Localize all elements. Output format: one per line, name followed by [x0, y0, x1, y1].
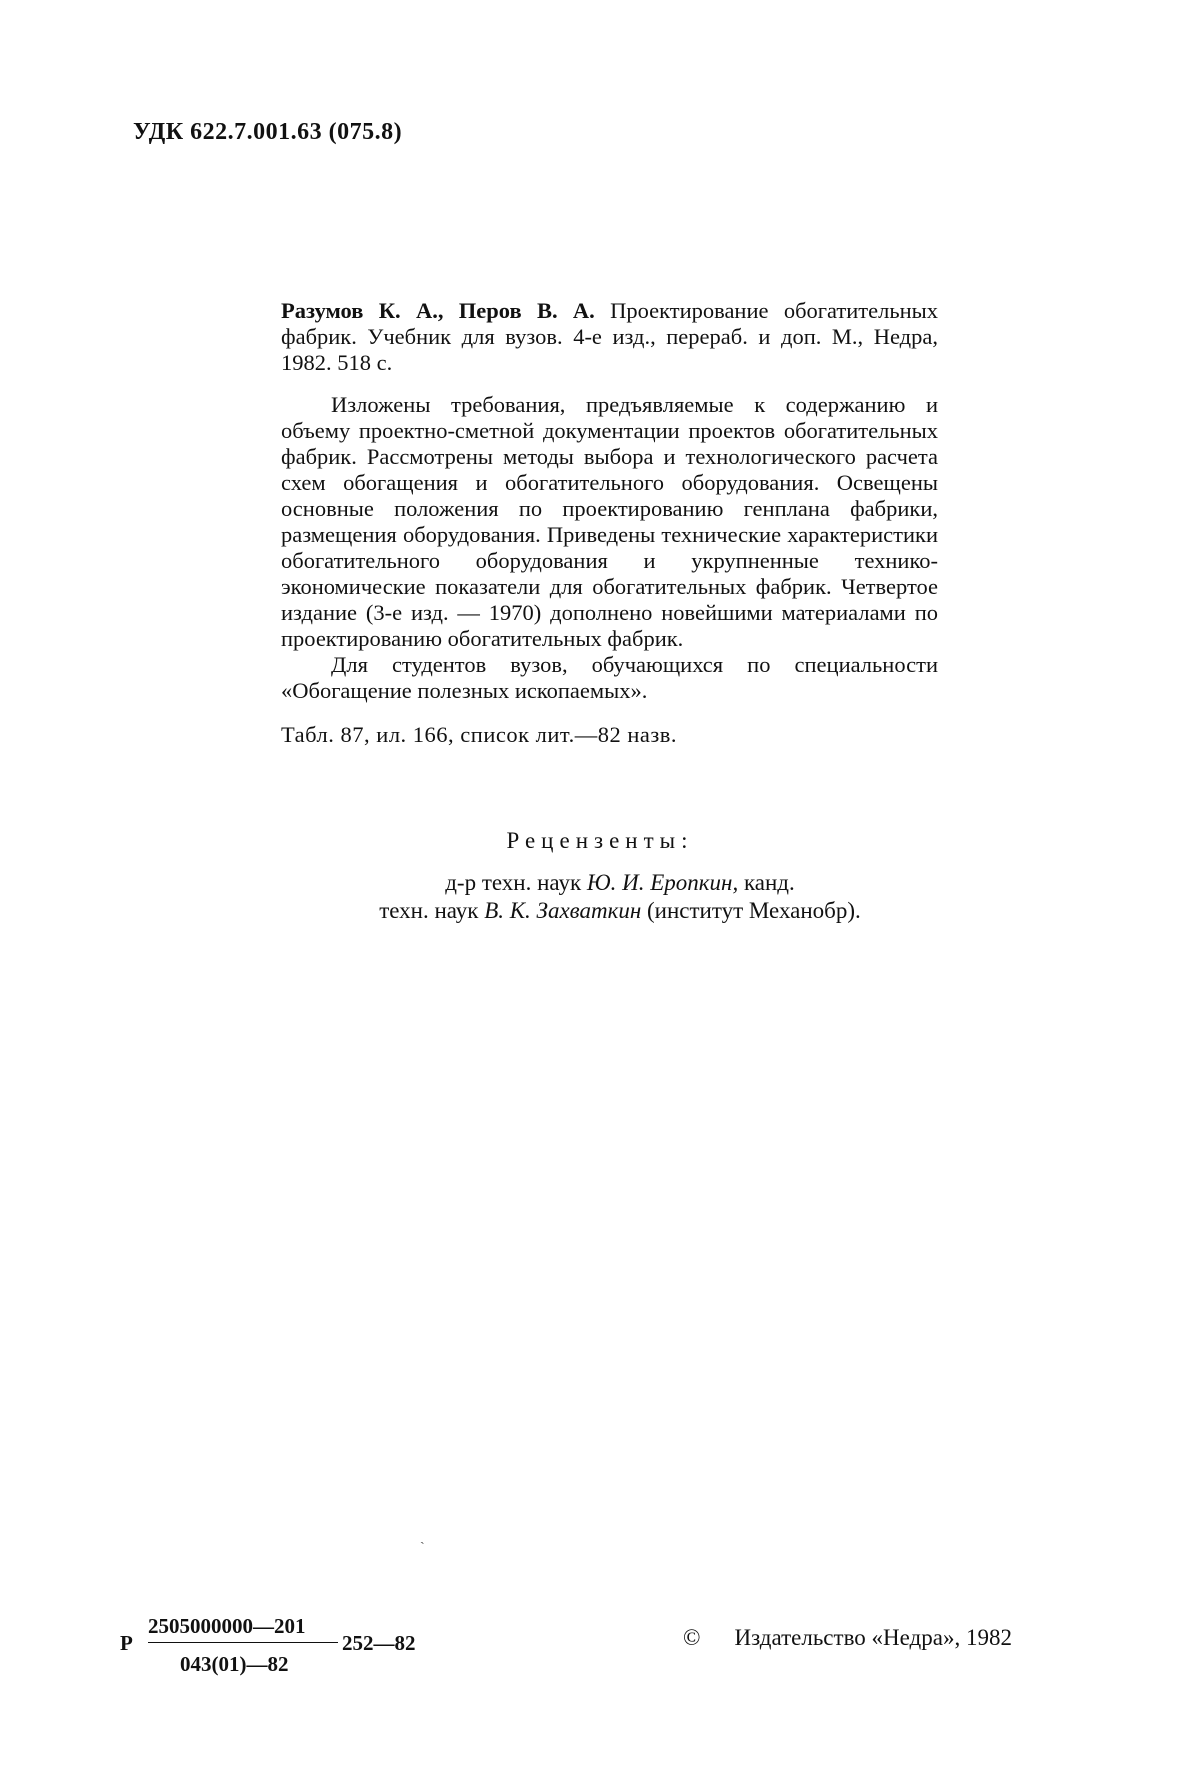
reviewer-2-degree-end: техн. наук: [379, 898, 485, 923]
reviewer-2-name: В. К. Захваткин: [484, 898, 642, 923]
abstract-block: [281, 298, 938, 748]
reviewer-line-1: [300, 869, 940, 897]
reviewer-1-name: Ю. И. Еропкин,: [586, 870, 739, 895]
catalog-suffix: 252—82: [342, 1631, 416, 1655]
copyright-symbol: ©: [683, 1625, 701, 1650]
catalog-code: [120, 1614, 450, 1684]
audience-paragraph: Для студентов вузов, обучающихся по специальности «Обогащение полезных ископаемых».: [281, 652, 938, 703]
reviewer-2-degree-start: канд.: [738, 870, 795, 895]
reviewer-2-affiliation: (институт Механобр).: [641, 898, 861, 923]
stats-line: Табл. 87, ил. 166, список лит.—82 назв.: [281, 722, 677, 747]
bibliographic-entry: [281, 298, 938, 376]
summary-paragraph: Изложены требования, предъявляемые к содержанию и объему проектно-сметной документации проектов обогатительных фабрик. Рассмотрены методы выбора и технологического расчета схем обогащения и обогатительного оборудования. Освещены основные положения по проектированию генплана фабрики, размещения оборудования. Приведены технические характеристики обогатительного оборудования и укрупненные технико-экономические показатели для обогатительных фабрик. Четвертое издание (3-е изд. — 1970) дополнено новейшими материалами по проектированию обогатительных фабрик.: [281, 392, 938, 651]
stray-mark: ˏ: [420, 1530, 425, 1545]
publisher-text: Издательство «Недра», 1982: [734, 1625, 1012, 1650]
copyright-notice: [683, 1625, 1012, 1651]
catalog-numerator: 2505000000—201: [148, 1614, 306, 1638]
catalog-denominator: 043(01)—82: [180, 1652, 289, 1676]
udk-code: УДК 622.7.001.63 (075.8): [133, 119, 403, 145]
catalog-letter: Р: [120, 1631, 133, 1655]
bibliographic-description: Проектирование обогатительных фабрик. Учебник для вузов. 4-е изд., перераб. и доп. М., Недра, 1982. 518 с.: [281, 298, 938, 375]
reviewer-line-2: [300, 897, 940, 925]
fraction-line: [148, 1642, 338, 1643]
reviewers-heading: Рецензенты:: [506, 828, 694, 853]
reviewer-1-degree: д-р техн. наук: [445, 870, 587, 895]
reviewers-list: [300, 869, 940, 925]
authors: Разумов К. А., Перов В. А.: [281, 298, 595, 323]
